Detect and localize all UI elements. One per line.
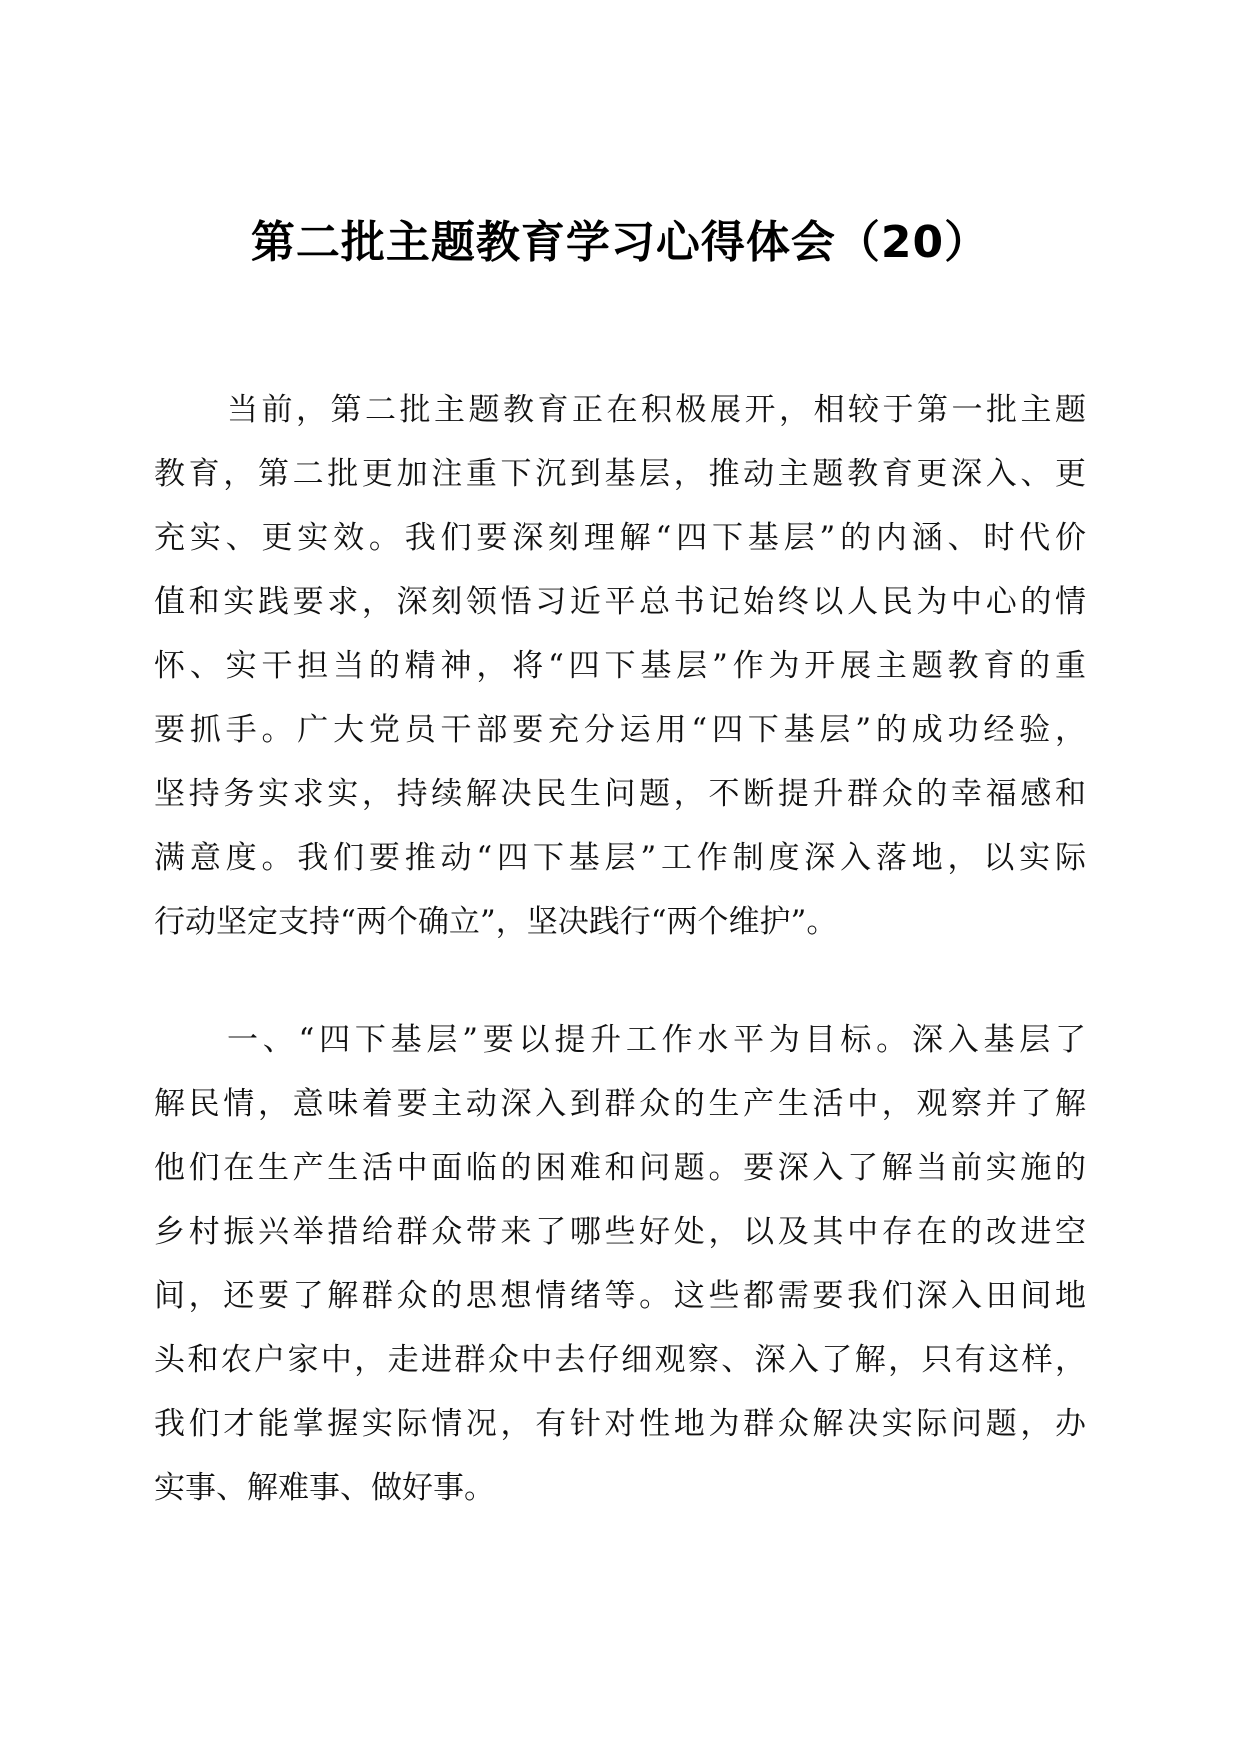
paragraph-line: 行动坚定支持“两个确立”，坚决践行“两个维护”。	[154, 904, 838, 940]
paragraph-line: 要抓手。广大党员干部要充分运用“四下基层”的成功经验，	[154, 712, 1086, 748]
paragraph-line: 一、“四下基层”要以提升工作水平为目标。深入基层了	[227, 1022, 1086, 1058]
paragraph-line: 满意度。我们要推动“四下基层”工作制度深入落地，以实际	[154, 840, 1086, 876]
paragraph-line: 充实、更实效。我们要深刻理解“四下基层”的内涵、时代价	[154, 520, 1086, 556]
paragraph-line: 乡村振兴举措给群众带来了哪些好处，以及其中存在的改进空	[154, 1214, 1086, 1250]
paragraph-line: 怀、实干担当的精神，将“四下基层”作为开展主题教育的重	[154, 648, 1086, 684]
paragraph-line: 我们才能掌握实际情况，有针对性地为群众解决实际问题，办	[154, 1406, 1086, 1442]
paragraph-section-one	[154, 1008, 1086, 1520]
paragraph-line: 他们在生产生活中面临的困难和问题。要深入了解当前实施的	[154, 1150, 1086, 1186]
paragraph-line: 解民情，意味着要主动深入到群众的生产生活中，观察并了解	[154, 1086, 1086, 1122]
paragraph-line: 值和实践要求，深刻领悟习近平总书记始终以人民为中心的情	[154, 584, 1086, 620]
paragraph-line: 间，还要了解群众的思想情绪等。这些都需要我们深入田间地	[154, 1278, 1086, 1314]
paragraph-line: 教育，第二批更加注重下沉到基层，推动主题教育更深入、更	[154, 456, 1086, 492]
document-title: 第二批主题教育学习心得体会（20）	[250, 217, 990, 268]
paragraph-line: 坚持务实求实，持续解决民生问题，不断提升群众的幸福感和	[154, 776, 1086, 812]
paragraph-intro	[154, 378, 1086, 954]
paragraph-line: 当前，第二批主题教育正在积极展开，相较于第一批主题	[227, 392, 1086, 428]
paragraph-line: 实事、解难事、做好事。	[154, 1470, 495, 1506]
paragraph-line: 头和农户家中，走进群众中去仔细观察、深入了解，只有这样，	[154, 1342, 1086, 1378]
